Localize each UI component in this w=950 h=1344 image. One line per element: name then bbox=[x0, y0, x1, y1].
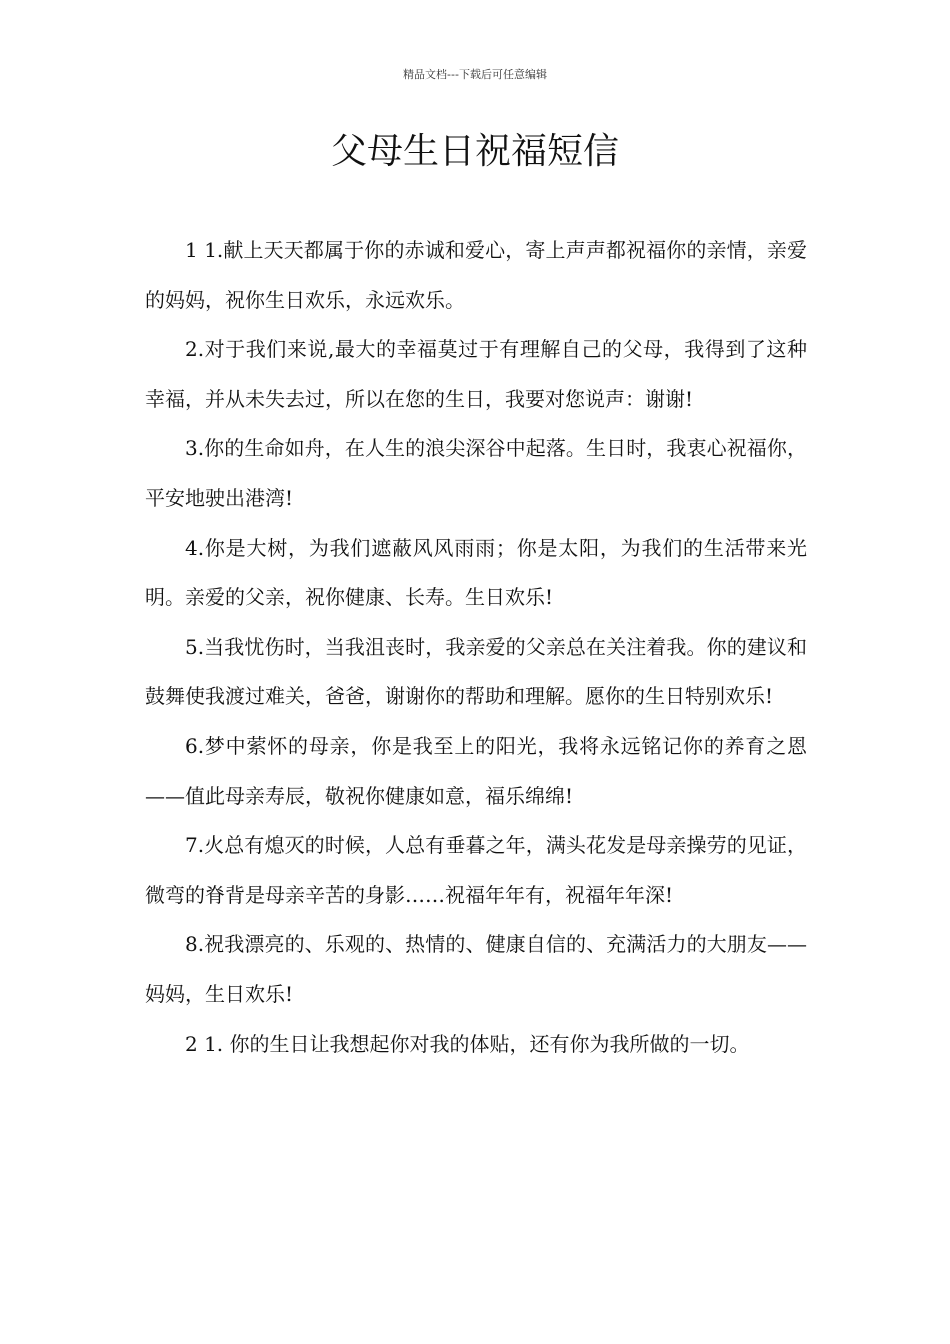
document-title: 父母生日祝福短信 bbox=[330, 131, 619, 172]
paragraph-9: 2 1. 你的生日让我想起你对我的体贴，还有你为我所做的一切。 bbox=[185, 1031, 750, 1056]
header-note: 精品文档---下载后可任意编辑 bbox=[403, 68, 547, 81]
paragraph-5: 5.当我忧伤时，当我沮丧时，我亲爱的父亲总在关注着我。你的建议和鼓舞使我渡过难关，爸爸，谢谢你的帮助和理解。愿你的生日特别欢乐! bbox=[145, 634, 807, 709]
paragraph-1: 1 1.献上天天都属于你的赤诚和爱心，寄上声声都祝福你的亲情，亲爱的妈妈，祝你生日欢乐，永远欢乐。 bbox=[145, 238, 807, 312]
paragraph-3: 3.你的生命如舟，在人生的浪尖深谷中起落。生日时，我衷心祝福你，平安地驶出港湾! bbox=[145, 436, 807, 510]
paragraph-6: 6.梦中萦怀的母亲，你是我至上的阳光，我将永远铭记你的养育之恩——值此母亲寿辰，敬祝你健康如意，福乐绵绵! bbox=[145, 733, 807, 808]
paragraph-4: 4.你是大树，为我们遮蔽风风雨雨；你是太阳，为我们的生活带来光明。亲爱的父亲，祝你健康、长寿。生日欢乐! bbox=[145, 535, 807, 610]
paragraph-8: 8.祝我漂亮的、乐观的、热情的、健康自信的、充满活力的大朋友——妈妈，生日欢乐! bbox=[145, 932, 807, 1006]
document-body bbox=[145, 226, 807, 1069]
paragraph-7: 7.火总有熄灭的时候，人总有垂暮之年，满头花发是母亲操劳的见证，微弯的脊背是母亲辛苦的身影……祝福年年有，祝福年年深! bbox=[145, 833, 807, 907]
paragraph-2: 2.对于我们来说,最大的幸福莫过于有理解自己的父母，我得到了这种幸福，并从未失去过，所以在您的生日，我要对您说声：谢谢! bbox=[145, 337, 807, 411]
